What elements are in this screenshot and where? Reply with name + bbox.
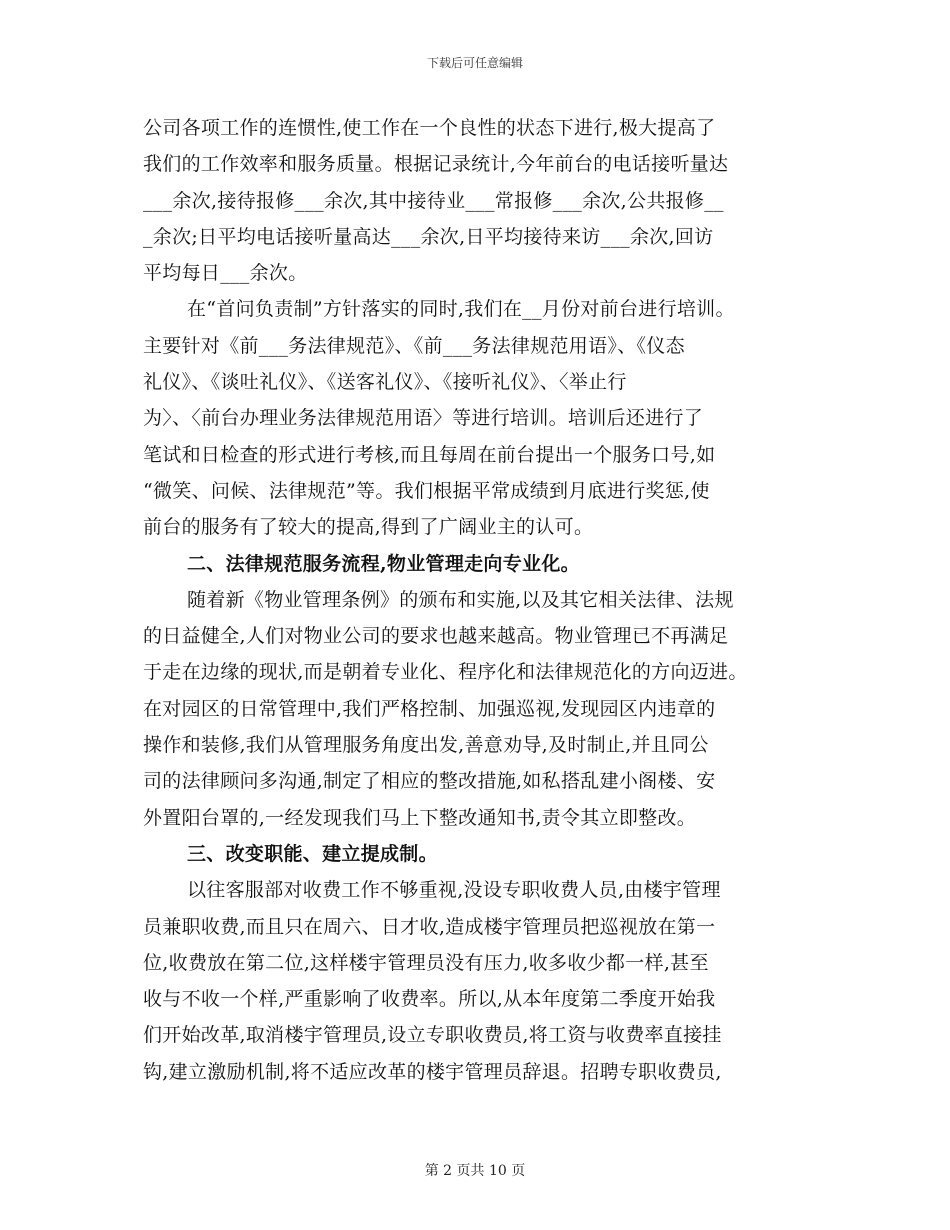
text-line: 于走在边缘的现状,而是朝着专业化、程序化和法律规范化的方向迈进。 [143, 661, 748, 684]
text-line: 主要针对《前___务法律规范》、《前___务法律规范用语》、《仪态 [143, 334, 685, 357]
text-line: 们开始改革,取消楼宇管理员,设立专职收费员,将工资与收费率直接挂 [143, 1024, 722, 1047]
text-line: 操作和装修,我们从管理服务角度出发,善意劝导,及时制止,并且同公 [143, 734, 709, 757]
text-line: 员兼职收费,而且只在周六、日才收,造成楼宇管理员把巡视放在第一 [143, 915, 716, 938]
text-line: ___余次,接待报修___余次,其中接待业___常报修___余次,公共报修__ [143, 189, 724, 212]
text-line: 位,收费放在第二位,这样楼宇管理员没有压力,收多收少都一样,甚至 [143, 951, 709, 974]
text-line: 随着新《物业管理条例》的颁布和实施,以及其它相关法律、法规 [187, 588, 734, 611]
text-line: 以往客服部对收费工作不够重视,没设专职收费人员,由楼宇管理 [187, 879, 721, 902]
text-line: 我们的工作效率和服务质量。根据记录统计,今年前台的电话接听量达 [143, 153, 729, 176]
text-line: 为〉、〈前台办理业务法律规范用语〉等进行培训。培训后还进行了 [143, 407, 704, 430]
section-heading: 三、改变职能、建立提成制。 [187, 842, 438, 865]
text-line: 司的法律顾问多沟通,制定了相应的整改措施,如私搭乱建小阁楼、安 [143, 770, 716, 793]
text-line: 前台的服务有了较大的提高,得到了广阔业主的认可。 [143, 516, 594, 539]
text-line: “微笑、问候、法律规范”等。我们根据平常成绩到月底进行奖惩,使 [143, 479, 710, 502]
text-line: 公司各项工作的连惯性,使工作在一个良性的状态下进行,极大提高了 [143, 117, 716, 139]
text-line: 外置阳台罩的,一经发现我们马上下整改通知书,责令其立即整改。 [143, 806, 697, 829]
text-line: 钩,建立激励机制,将不适应改革的楼宇管理员辞退。招聘专职收费员, [143, 1060, 722, 1083]
text-line: 在对园区的日常管理中,我们严格控制、加强巡视,发现园区内违章的 [143, 697, 716, 720]
section-heading: 二、法律规范服务流程,物业管理走向专业化。 [187, 552, 580, 575]
text-line: 在“首问负责制”方针落实的同时,我们在__月份对前台进行培训。 [187, 298, 735, 321]
text-line: 的日益健全,人们对物业公司的要求也越来越高。物业管理已不再满足 [143, 625, 729, 648]
text-line: 平均每日___余次。 [143, 262, 308, 285]
text-line: 礼仪》、《谈吐礼仪》、《送客礼仪》、《接听礼仪》、〈举止行 [143, 371, 627, 394]
text-line: 笔试和日检查的形式进行考核,而且每周在前台提出一个服务口号,如 [143, 443, 716, 466]
document-body [143, 110, 813, 1090]
page-number: 第 2 页共 10 页 [424, 1163, 526, 1179]
text-line: _余次;日平均电话接听量高达___余次,日平均接待来访___余次,回访 [143, 225, 714, 248]
page-header: 下载后可任意编辑 [426, 56, 523, 70]
text-line: 收与不收一个样,严重影响了收费率。所以,从本年度第二季度开始我 [143, 988, 716, 1011]
